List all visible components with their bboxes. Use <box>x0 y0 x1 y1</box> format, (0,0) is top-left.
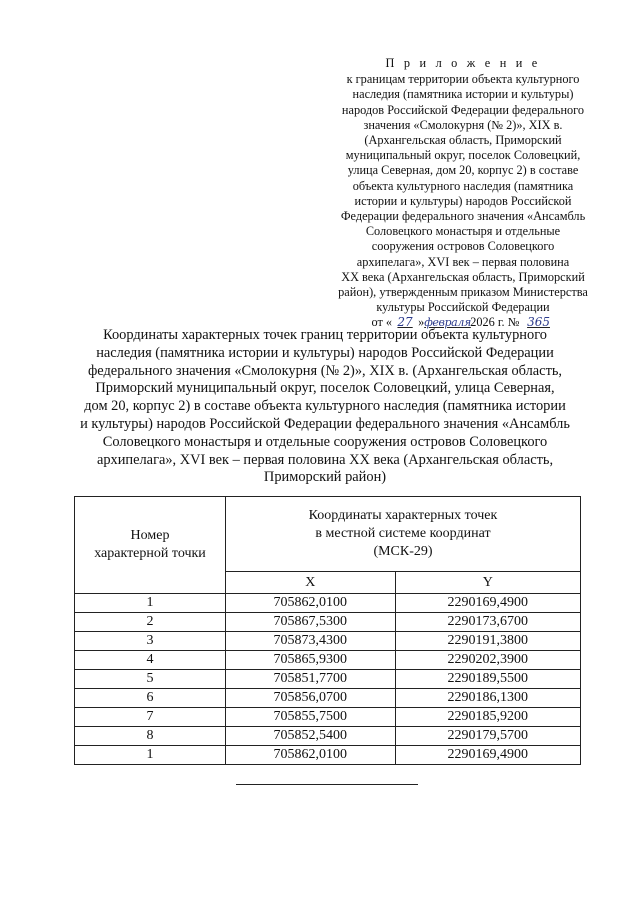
coord-header-line: (МСК-29) <box>373 544 433 559</box>
appendix-line: Федерации федерального значения «Ансамбль <box>340 209 586 224</box>
x-cell: 705862,0100 <box>226 746 396 765</box>
y-column-header: Y <box>395 572 580 594</box>
y-cell: 2290173,6700 <box>395 613 580 632</box>
appendix-line: архипелага», XVI век – первая половина <box>356 254 570 269</box>
point-number-cell: 1 <box>75 746 226 765</box>
order-day-handwritten: 27 <box>397 315 413 330</box>
appendix-line: к границам территории объекта культурного <box>346 72 580 87</box>
order-number-handwritten: 365 <box>527 315 550 330</box>
appendix-line: (Архангельская область, Приморский <box>364 133 562 148</box>
x-cell: 705873,4300 <box>226 632 396 651</box>
y-cell: 2290179,5700 <box>395 727 580 746</box>
point-number-cell: 3 <box>75 632 226 651</box>
table-row <box>75 746 581 765</box>
coord-header-line: в местной системе координат <box>315 526 491 541</box>
x-cell: 705851,7700 <box>226 670 396 689</box>
y-cell: 2290191,3800 <box>395 632 580 651</box>
appendix-line: улица Северная, дом 20, корпус 2) в составе <box>347 163 579 178</box>
coordinates-table <box>74 496 581 765</box>
x-cell: 705862,0100 <box>226 594 396 613</box>
title-line: Координаты характерных точек границ территории объекта культурного <box>103 327 547 343</box>
order-month-handwritten: февраля <box>424 316 471 330</box>
appendix-line: объекта культурного наследия (памятника <box>352 178 574 193</box>
appendix-line: Соловецкого монастыря и отдельные <box>365 224 561 239</box>
point-number-cell: 6 <box>75 689 226 708</box>
point-number-cell: 2 <box>75 613 226 632</box>
table-row <box>75 727 581 746</box>
y-cell: 2290169,4900 <box>395 746 580 765</box>
table-row <box>75 651 581 670</box>
appendix-line: муниципальный округ, поселок Соловецкий, <box>345 148 581 163</box>
appendix-line: культуры Российской Федерации <box>376 300 550 315</box>
coord-header-line: Координаты характерных точек <box>308 508 498 523</box>
order-year-text: 2026 г. № <box>470 315 520 330</box>
table-row <box>75 670 581 689</box>
appendix-line: истории и культуры) народов Российской <box>354 193 572 208</box>
point-header-line: Номер <box>130 528 170 543</box>
table-row <box>75 632 581 651</box>
y-cell: 2290202,3900 <box>395 651 580 670</box>
order-prefix: от « <box>371 315 393 330</box>
x-cell: 705865,9300 <box>226 651 396 670</box>
y-cell: 2290169,4900 <box>395 594 580 613</box>
point-number-cell: 7 <box>75 708 226 727</box>
title-line: Приморский район) <box>263 469 387 486</box>
appendix-line: район), утвержденным приказом Министерства <box>338 285 588 300</box>
y-cell: 2290189,5500 <box>395 670 580 689</box>
appendix-line: народов Российской Федерации федерального <box>341 102 585 117</box>
title-line: дом 20, корпус 2) в составе объекта культурного наследия (памятника истории <box>84 398 566 415</box>
appendix-block <box>318 56 608 331</box>
order-mid: » <box>418 315 425 330</box>
appendix-line: сооружения островов Соловецкого <box>371 239 555 254</box>
title-line: наследия (памятника истории и культуры) народов Российской Федерации <box>96 344 554 361</box>
table-row <box>75 594 581 613</box>
point-number-cell: 8 <box>75 727 226 746</box>
title-line: Приморский муниципальный округ, поселок Соловецкий, улица Северная, <box>95 380 555 397</box>
closing-rule <box>236 784 418 785</box>
y-cell: 2290185,9200 <box>395 708 580 727</box>
appendix-line: наследия (памятника истории и культуры) <box>352 87 574 102</box>
title-line: архипелага», XVI век – первая половина XX века (Архангельская область, <box>96 451 554 468</box>
x-cell: 705855,7500 <box>226 708 396 727</box>
x-cell: 705852,5400 <box>226 727 396 746</box>
title-line: федерального значения «Смолокурня (№ 2)», XIX в. (Архангельская область, <box>87 362 563 379</box>
appendix-line: XX века (Архангельская область, Приморский <box>341 269 585 284</box>
point-number-cell: 5 <box>75 670 226 689</box>
table-row <box>75 613 581 632</box>
y-cell: 2290186,1300 <box>395 689 580 708</box>
point-number-header <box>75 497 226 594</box>
x-column-header: X <box>226 572 396 594</box>
table-row <box>75 689 581 708</box>
point-header-line: характерной точки <box>94 546 206 561</box>
document-title <box>70 327 580 487</box>
x-cell: 705867,5300 <box>226 613 396 632</box>
title-line: Соловецкого монастыря и отдельные сооружения островов Соловецкого <box>102 433 548 450</box>
point-number-cell: 1 <box>75 594 226 613</box>
appendix-line: значения «Смолокурня (№ 2)», XIX в. <box>363 117 563 132</box>
appendix-heading: П р и л о ж е н и е <box>385 56 541 70</box>
table-row <box>75 708 581 727</box>
title-line: и культуры) народов Российской Федерации федерального значения «Ансамбль <box>80 415 570 432</box>
coordinates-header <box>226 497 581 572</box>
point-number-cell: 4 <box>75 651 226 670</box>
x-cell: 705856,0700 <box>226 689 396 708</box>
